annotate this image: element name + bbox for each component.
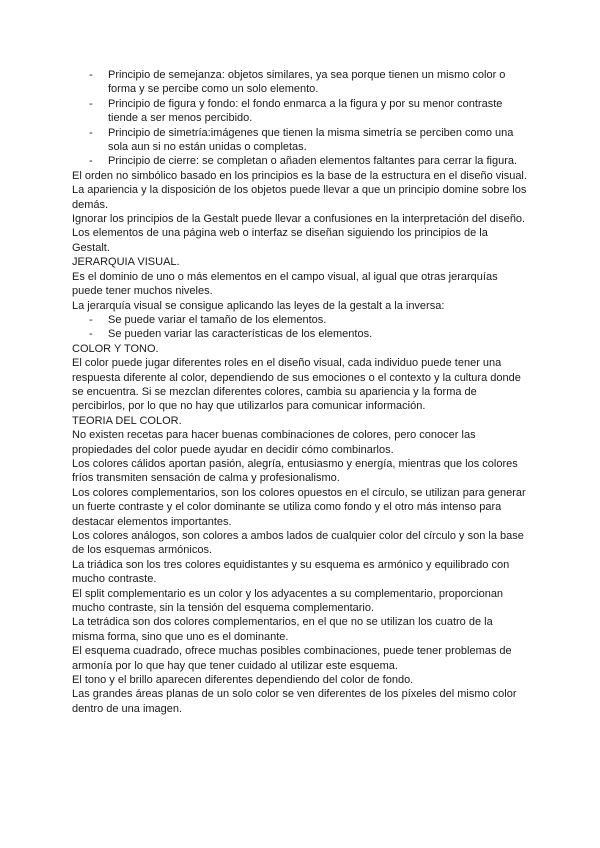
paragraph: Ignorar los principios de la Gestalt puede llevar a confusiones en la interpretación del diseño. (72, 213, 526, 226)
paragraph: El split complementario es un color y los adyacentes a su complementario, proporcionan mucho contraste, sin la tensión del esquema complementario. (72, 587, 504, 615)
list-item-text: Se pueden variar las características de los elementos. (108, 328, 373, 341)
paragraph: La apariencia y la disposición de los objetos puede llevar a que un principio domine sobre los demás. (72, 184, 527, 211)
list-item-text: Principio de cierre: se completan o añaden elementos faltantes para cerrar la figura. (108, 155, 518, 168)
dash-bullet-icon: - (89, 313, 93, 326)
paragraph: El esquema cuadrado, ofrece muchas posibles combinaciones, puede tener problemas de armonía por lo que hay que tener cuidado al utilizar este esquema. (72, 645, 512, 672)
paragraph: La tetrádica son dos colores complementarios, en el que no se utilizan los cuatro de la misma forma, sino que uno es el dominante. (72, 616, 493, 643)
paragraph: Es el dominio de uno o más elementos en el campo visual, al igual que otras jerarquías puede tener muchos niveles. (72, 270, 498, 298)
section-heading-jerarquia-visual: JERARQUIA VISUAL. (72, 256, 180, 269)
dash-bullet-icon: - (89, 155, 93, 168)
list-item (72, 327, 528, 341)
list-item-text: Principio de figura y fondo: el fondo enmarca a la figura y por su menor contraste tiende a ser menos percibido. (108, 97, 503, 125)
list-item (72, 313, 528, 327)
dash-bullet-icon: - (89, 328, 93, 341)
paragraph: Las grandes áreas planas de un solo color se ven diferentes de los píxeles del mismo color dentro de una imagen. (72, 688, 517, 715)
paragraph: Los elementos de una página web o interfaz se diseñan siguiendo los principios de la Gestalt. (72, 227, 488, 254)
list-item (72, 126, 528, 155)
list-item-text: Principio de semejanza: objetos similares, ya sea porque tienen un mismo color o forma y se percibe como un solo elemento. (108, 69, 506, 96)
dash-bullet-icon: - (89, 126, 93, 139)
section-heading-color-y-tono: COLOR Y TONO. (72, 342, 159, 355)
list-item-text: Se puede variar el tamaño de los elementos. (108, 313, 327, 326)
paragraph: El color puede jugar diferentes roles en el diseño visual, cada individuo puede tener una respuesta diferente al color, dependiendo de sus emociones o el contexto y la cultura donde se encuentra. Si se mezclan diferentes colores, cambia su apariencia y la forma de percibirlos, por lo que no hay que utilizarlos para comunicar información. (72, 357, 521, 413)
list-item (72, 68, 528, 97)
paragraph: La triádica son los tres colores equidistantes y su esquema es armónico y equilibrado con mucho contraste. (72, 558, 510, 586)
list-item (72, 154, 528, 168)
paragraph: La jerarquía visual se consigue aplicando las leyes de la gestalt a la inversa: (72, 299, 445, 312)
dash-bullet-icon: - (89, 97, 93, 110)
paragraph: Los colores análogos, son colores a ambos lados de cualquier color del círculo y son la base de los esquemas armónicos. (72, 530, 524, 557)
paragraph: El tono y el brillo aparecen diferentes dependiendo del color de fondo. (72, 674, 414, 687)
list-item (72, 97, 528, 126)
hierarchy-methods-list (72, 313, 528, 342)
dash-bullet-icon: - (89, 69, 93, 81)
gestalt-principles-list (72, 68, 528, 169)
list-item-text: Principio de simetría:imágenes que tienen la misma simetría se perciben como una sola aun si no están unidas o completas. (108, 126, 514, 154)
paragraph: Los colores cálidos aportan pasión, alegría, entusiasmo y energía, mientras que los colores fríos transmiten sensación de calma y profesionalismo. (72, 457, 518, 485)
paragraph: Los colores complementarios, son los colores opuestos en el círculo, se utilizan para generar un fuerte contraste y el color dominante se utiliza como fondo y el otro más intenso para destacar elementos importantes. (72, 486, 526, 528)
document-body (72, 68, 528, 716)
section-heading-teoria-del-color: TEORIA DEL COLOR. (72, 414, 182, 427)
paragraph: No existen recetas para hacer buenas combinaciones de colores, pero conocer las propiedades del color puede ayudar en decidir cómo combinarlos. (72, 429, 476, 456)
paragraph: El orden no simbólico basado en los principios es la base de la estructura en el diseño visual. (72, 169, 527, 182)
